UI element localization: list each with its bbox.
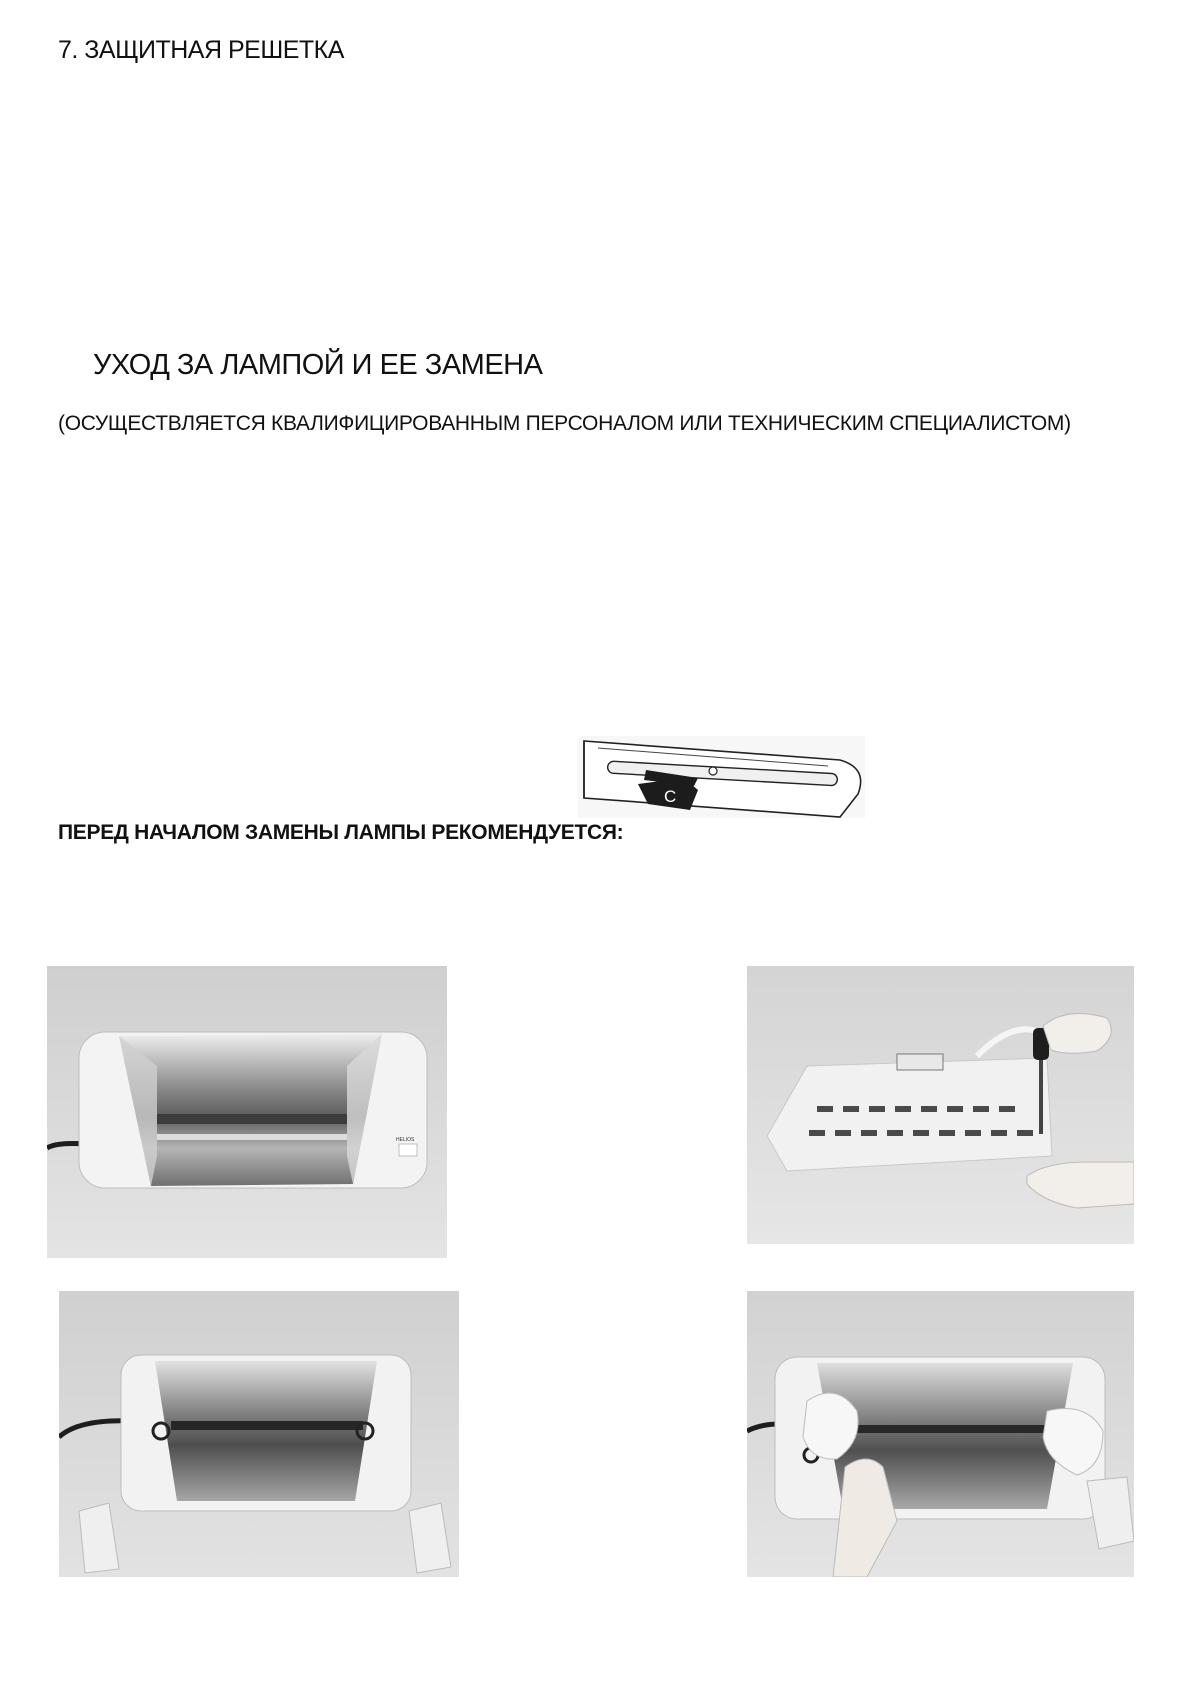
photo-heater-front <box>47 966 447 1258</box>
before-replacement-title: ПЕРЕД НАЧАЛОМ ЗАМЕНЫ ЛАМПЫ РЕКОМЕНДУЕТСЯ: <box>58 821 624 844</box>
lamp-diagram-drawing <box>578 736 865 818</box>
section-title: 7. ЗАЩИТНАЯ РЕШЕТКА <box>58 36 344 64</box>
lamp-care-title: УХОД ЗА ЛАМПОЙ И ЕЕ ЗАМЕНА <box>93 349 543 381</box>
diagram-label-c: C <box>664 787 677 806</box>
photo-heater-back-screwdriver <box>747 966 1134 1244</box>
heater-brand-label: HELIOS <box>396 1137 415 1143</box>
photo-heater-open <box>59 1291 459 1577</box>
lamp-replacement-diagram <box>578 736 865 818</box>
qualified-personnel-note: (ОСУЩЕСТВЛЯЕТСЯ КВАЛИФИЦИРОВАННЫМ ПЕРСОНАЛОМ ИЛИ ТЕХНИЧЕСКИМ СПЕЦИАЛИСТОМ) <box>58 412 1071 435</box>
photo-lamp-replacement <box>747 1291 1134 1577</box>
